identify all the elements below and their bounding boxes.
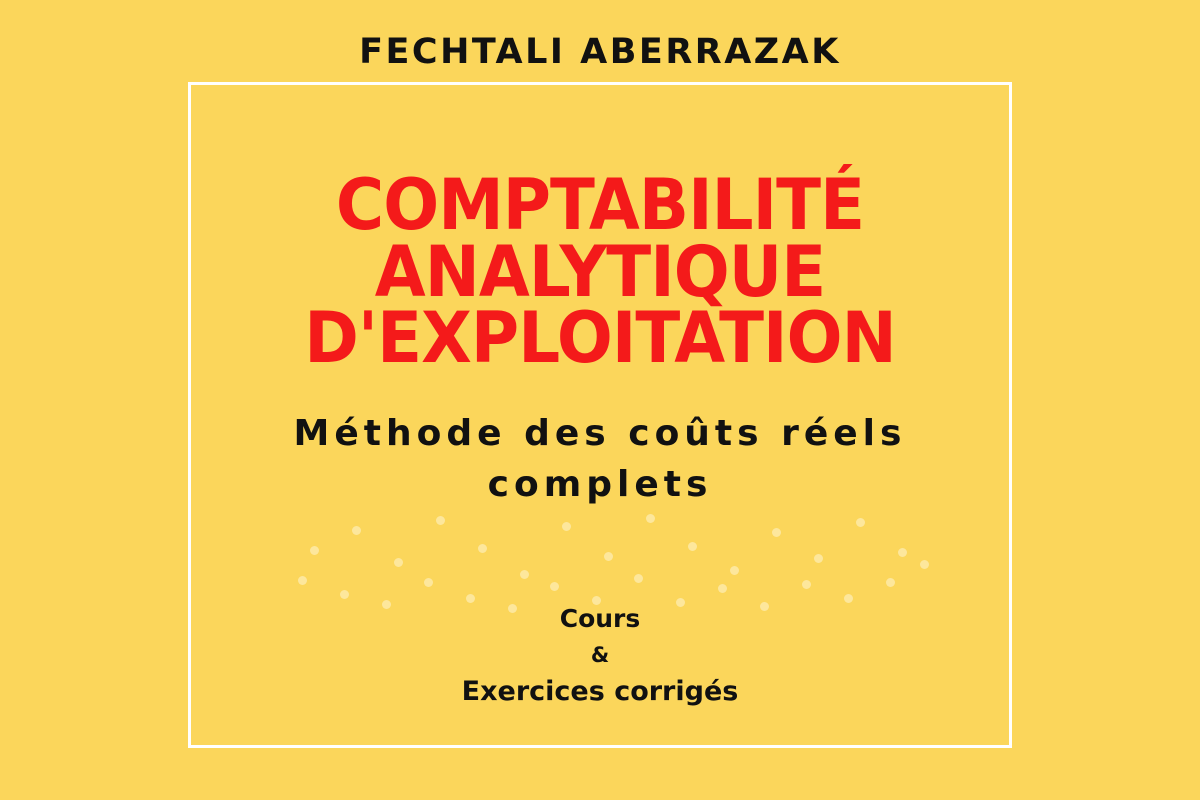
footer-line-3: Exercices corrigés: [461, 676, 739, 708]
footer-line-1: Cours: [559, 604, 641, 633]
decorative-dot: [298, 576, 307, 585]
footer-line-2: &: [590, 642, 610, 667]
decorative-dot: [886, 578, 895, 587]
decorative-dot: [562, 522, 571, 531]
dot-pattern-decoration: [290, 508, 930, 608]
page-title: [215, 164, 986, 379]
page-subtitle: [190, 408, 1010, 510]
title-line-2: D'EXPLOITATION: [304, 297, 896, 379]
decorative-dot: [352, 526, 361, 535]
decorative-dot: [898, 548, 907, 557]
decorative-dot: [424, 578, 433, 587]
decorative-dot: [856, 518, 865, 527]
cover-footer: [190, 600, 1010, 713]
decorative-dot: [310, 546, 319, 555]
decorative-dot: [802, 580, 811, 589]
decorative-dot: [718, 584, 727, 593]
decorative-dot: [730, 566, 739, 575]
author-name: FECHTALI ABERRAZAK: [359, 32, 841, 72]
decorative-dot: [772, 528, 781, 537]
decorative-dot: [604, 552, 613, 561]
subtitle-line-2: complets: [487, 464, 713, 506]
decorative-dot: [634, 574, 643, 583]
decorative-dot: [478, 544, 487, 553]
decorative-dot: [550, 582, 559, 591]
decorative-dot: [520, 570, 529, 579]
decorative-dot: [920, 560, 929, 569]
subtitle-line-1: Méthode des coûts réels: [293, 413, 907, 454]
decorative-dot: [814, 554, 823, 563]
decorative-dot: [646, 514, 655, 523]
decorative-dot: [394, 558, 403, 567]
decorative-dot: [436, 516, 445, 525]
decorative-dot: [340, 590, 349, 599]
title-line-1: COMPTABILITÉ ANALYTIQUE: [335, 164, 865, 313]
decorative-dot: [688, 542, 697, 551]
